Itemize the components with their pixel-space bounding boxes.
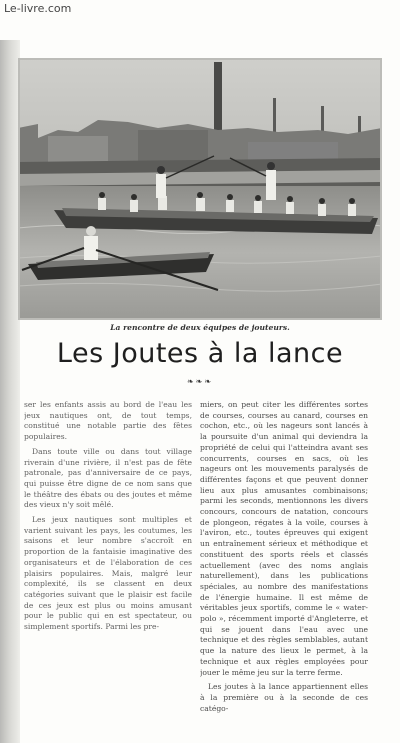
paragraph: ser les enfants assis au bord de l'eau les jeux nautiques ont, de tout temps, constitué une notable partie des fêtes populaires. [24,400,192,442]
page-gutter [0,40,20,743]
photo-illustration [18,58,382,320]
paragraph: Dans toute ville ou dans tout village riverain d'une rivière, il n'est pas de fête patronale, pas d'anniversaire de ce pays, qui puisse être digne de ce nom sans que le théâtre des ébats ou des joutes et même des vieux n'y soit mêlé. [24,446,192,510]
text-column-left [24,400,192,743]
article-photo [18,58,382,320]
photo-caption: La rencontre de deux équipes de jouteurs. [110,323,290,332]
watermark: Le-livre.com [4,2,72,15]
paragraph: miers, on peut citer les différentes sortes de courses, courses au canard, courses en cochon, etc., où les nageurs sont lancés à la poursuite d'un animal qui deviendra la propriété de celui qui l'atteindra avant ses concurrents, courses en sacs, où les nageurs ont les mouvements paralysés de différentes façons et que peuvent donner lieu aux plus amusantes combinaisons; parmi les seconds, mentionnons les divers concours, concours de natation, concours de plongeon, régates à la voile, courses à l'aviron, etc., toutes épreuves qui exigent un entraînement sérieux et méthodique et constituent des sports réels et classés actuellement (avec des noms anglais naturellement), dans les publications spéciales, au nombre des manifestations de l'énergie humaine. Il est même de véritables jeux sportifs, comme le « water-polo », récemment importé d'Angleterre, et qui se jouent dans l'eau avec une technique et des règles semblables, autant que la nature des lieux le permet, à la technique et aux règles employées pour jouer le même jeu sur la terre ferme. [200,400,368,677]
title-ornament: ❧❧❧ [186,377,214,386]
paragraph: Les jeux nautiques sont multiples et varient suivant les pays, les coutumes, les saisons et leur nombre s'accroît en proportion de la fantaisie imaginative des organisateurs et de l'élaboration de ces plaisirs populaires. Mais, malgré leur complexité, ils se classent en deux catégories suivant que le plaisir est facile de ces jeux est plus ou moins amusant pour le public qui en est spectateur, ou simplement sportifs. Parmi les pre- [24,515,192,632]
article-title: Les Joutes à la lance [56,338,344,369]
text-column-right [200,400,368,743]
paragraph: Les joutes à la lance appartiennent elles à la première ou à la seconde de ces catégo- [200,682,368,713]
